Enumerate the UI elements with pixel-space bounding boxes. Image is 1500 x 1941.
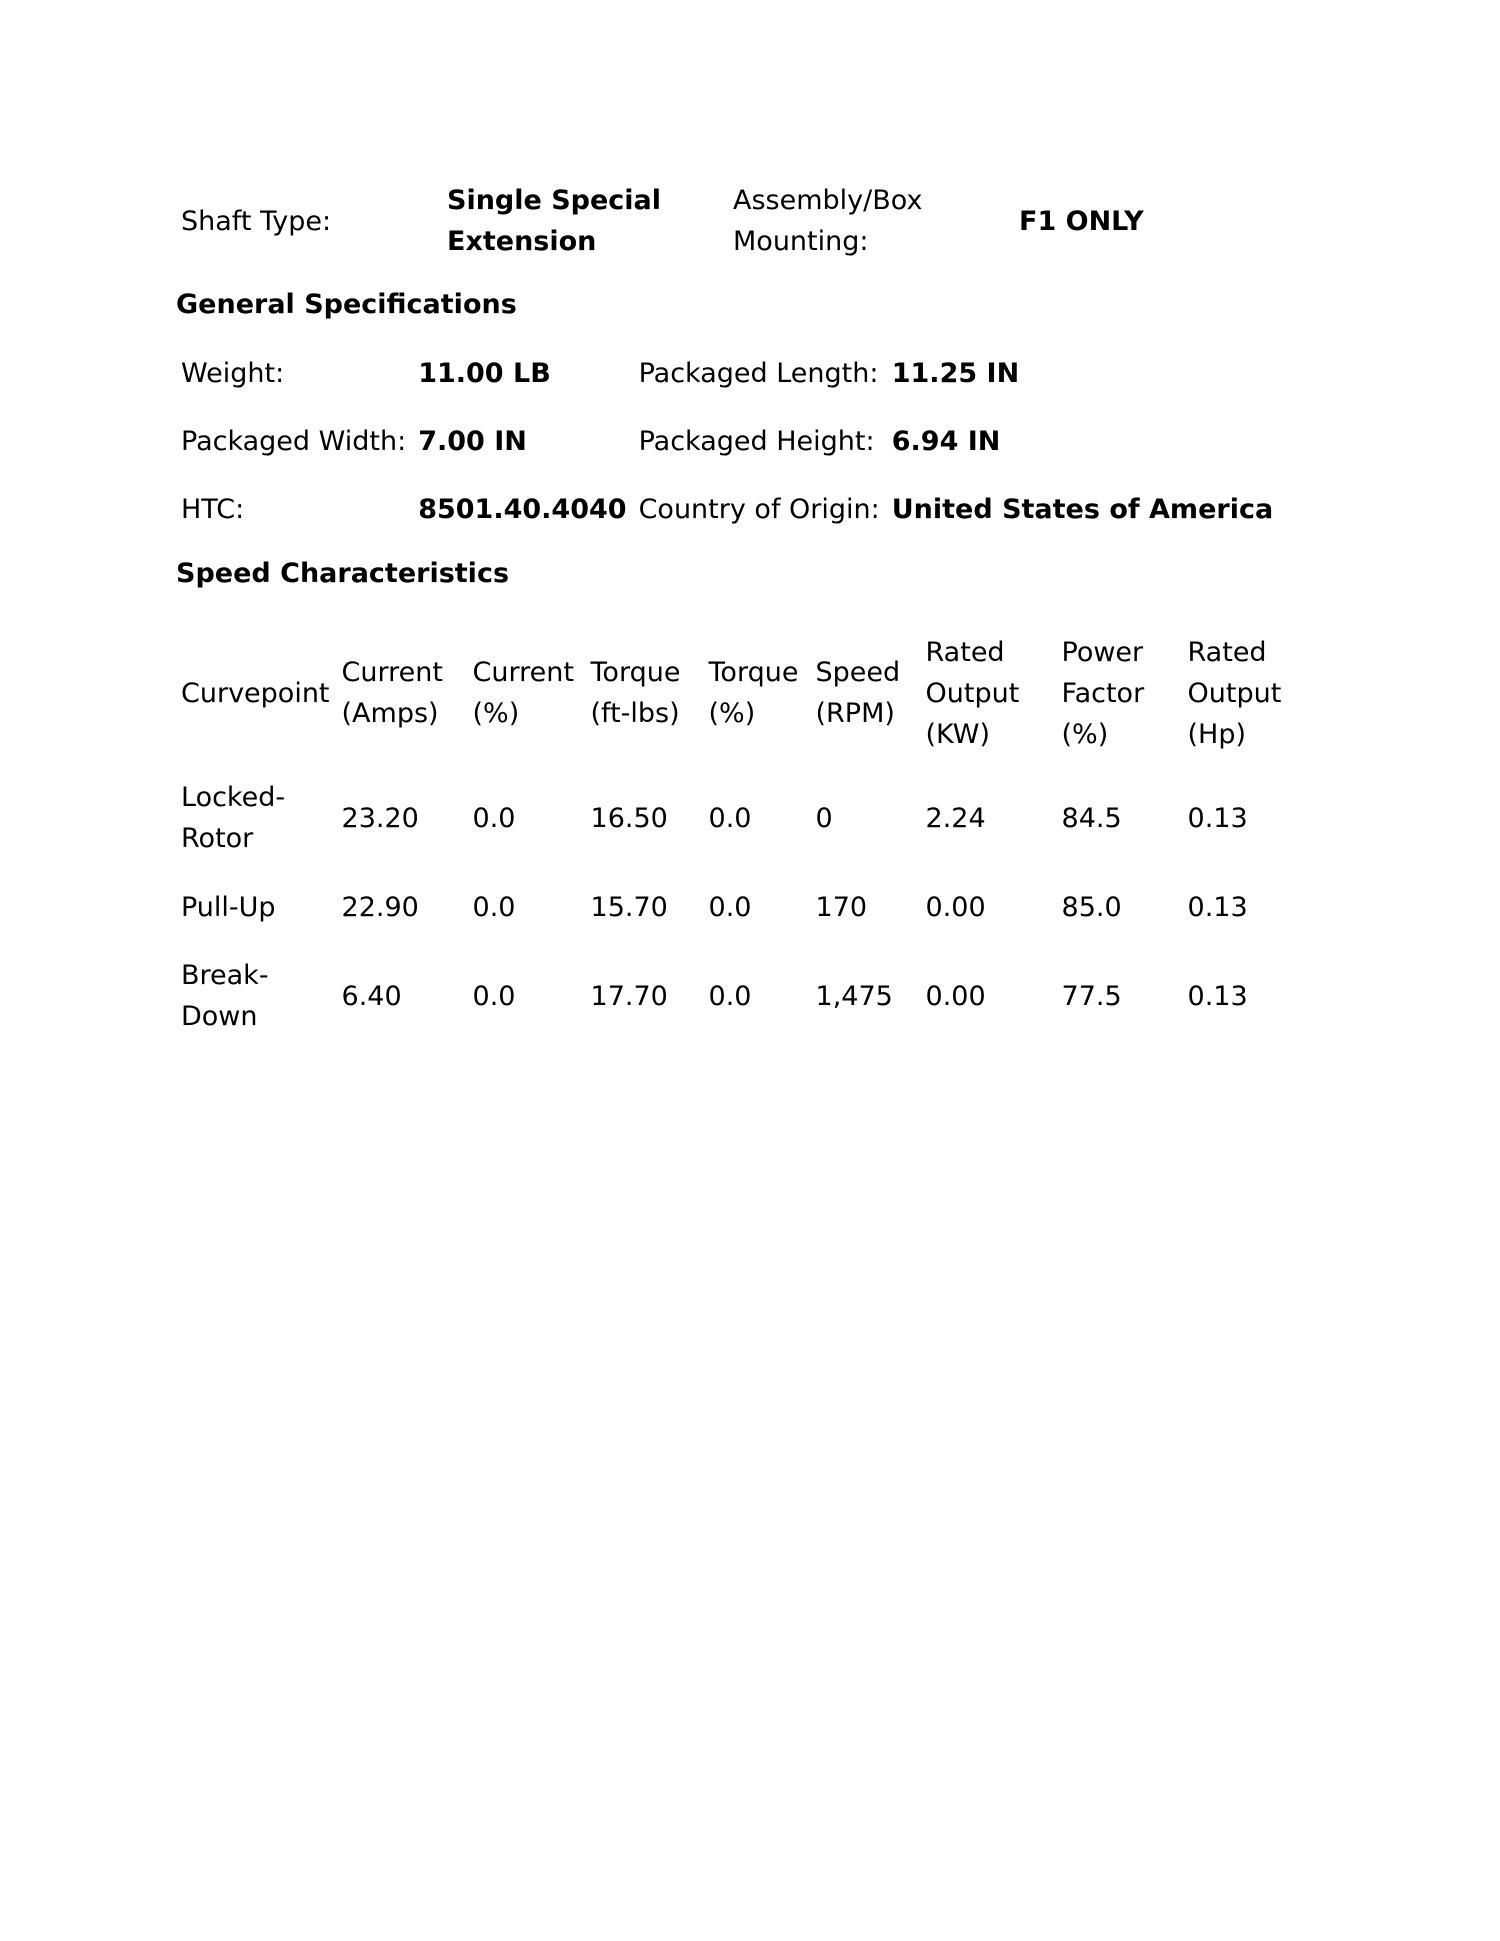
table-row [175, 768, 1294, 868]
mounting-value: F1 ONLY [1019, 205, 1144, 237]
table-cell: 0.0 [708, 891, 752, 923]
mounting-label-line2: Mounting: [733, 226, 869, 257]
spec-value: 8501.40.4040 [418, 493, 627, 525]
header-line: (%) [1061, 718, 1109, 750]
shaft-type-value [441, 176, 727, 266]
table-cell: 0 [815, 802, 833, 834]
header-line: (KW) [925, 718, 991, 750]
table-cell: 0.0 [472, 891, 516, 923]
table-cell: 0.13 [1187, 802, 1248, 834]
header-line: (RPM) [815, 698, 895, 729]
table-cell: 0.13 [1187, 891, 1248, 923]
speed-characteristics-table [175, 618, 1294, 1046]
table-cell: 85.0 [1061, 891, 1122, 923]
header-line: Power [1061, 636, 1144, 668]
general-specifications-table [175, 339, 1279, 543]
shaft-type-value-line2: Extension [447, 226, 597, 257]
table-cell: 84.5 [1061, 802, 1122, 834]
table-cell: 0.0 [472, 802, 516, 834]
header-line: Current [472, 657, 574, 688]
table-header-row [175, 618, 1294, 768]
table-row [175, 868, 1294, 946]
column-header-rated-output-kw [920, 618, 1056, 768]
column-header-torque-ftlbs [585, 618, 703, 768]
curvepoint-name [175, 946, 336, 1046]
spec-label: HTC: [181, 493, 245, 525]
mounting-label [727, 176, 1013, 266]
table-cell: 6.40 [341, 980, 402, 1012]
spec-value: 7.00 IN [418, 425, 527, 457]
spec-row [175, 407, 1279, 475]
header-line: Current [341, 657, 443, 688]
header-line: Rated [1187, 636, 1267, 668]
header-line: (ft-lbs) [590, 698, 680, 729]
spec-label: Packaged Length: [638, 357, 879, 389]
curvepoint-name [175, 768, 336, 868]
spec-label: Country of Origin: [638, 493, 880, 525]
header-line: Output [925, 677, 1020, 709]
shaft-row [175, 176, 1185, 266]
spec-row [175, 475, 1279, 543]
general-specifications-heading: General Specifications [176, 289, 517, 320]
spec-value: 11.00 LB [418, 357, 551, 389]
table-cell: 17.70 [590, 980, 668, 1012]
spec-value: 6.94 IN [891, 425, 1001, 457]
name-line: Locked- [181, 782, 286, 813]
speed-characteristics-heading: Speed Characteristics [176, 558, 510, 589]
header-line: (%) [708, 698, 756, 729]
shaft-type-label: Shaft Type: [181, 205, 332, 237]
header-line: Torque [590, 657, 681, 688]
table-cell: 1,475 [815, 980, 893, 1012]
column-header-current-percent [467, 618, 585, 768]
table-row [175, 946, 1294, 1046]
name-line: Pull-Up [181, 891, 276, 923]
table-cell: 16.50 [590, 802, 668, 834]
table-cell: 23.20 [341, 802, 419, 834]
header-line: Speed [815, 657, 901, 688]
header-line: Factor [1061, 677, 1145, 709]
spec-value: 11.25 IN [891, 357, 1020, 389]
table-cell: 170 [815, 891, 868, 923]
header-line: (Hp) [1187, 718, 1247, 750]
spec-value: United States of America [891, 493, 1274, 525]
header-line: Rated [925, 636, 1005, 668]
table-cell: 77.5 [1061, 980, 1122, 1012]
header-line: Curvepoint [181, 677, 330, 709]
column-header-torque-percent [703, 618, 810, 768]
column-header-speed-rpm [810, 618, 920, 768]
table-cell: 0.0 [708, 802, 752, 834]
name-line: Down [181, 1001, 258, 1032]
curvepoint-name [175, 868, 336, 946]
table-cell: 0.0 [472, 980, 516, 1012]
spec-label: Packaged Width: [181, 425, 407, 457]
column-header-curvepoint [175, 618, 336, 768]
shaft-table [175, 176, 1185, 266]
table-cell: 15.70 [590, 891, 668, 923]
mounting-label-line1: Assembly/Box [733, 185, 923, 216]
header-line: (%) [472, 698, 520, 729]
header-line: Output [1187, 677, 1282, 709]
table-cell: 0.00 [925, 980, 986, 1012]
header-line: (Amps) [341, 698, 439, 729]
shaft-type-value-line1: Single Special [447, 185, 662, 216]
spec-label: Weight: [181, 357, 285, 389]
spec-row [175, 339, 1279, 407]
spec-label: Packaged Height: [638, 425, 875, 457]
table-cell: 2.24 [925, 802, 986, 834]
column-header-current-amps [336, 618, 467, 768]
table-cell: 0.00 [925, 891, 986, 923]
table-cell: 0.13 [1187, 980, 1248, 1012]
column-header-power-factor [1056, 618, 1182, 768]
name-line: Break- [181, 960, 269, 991]
table-cell: 0.0 [708, 980, 752, 1012]
name-line: Rotor [181, 823, 254, 854]
header-line: Torque [708, 657, 799, 688]
table-cell: 22.90 [341, 891, 419, 923]
column-header-rated-output-hp [1182, 618, 1294, 768]
